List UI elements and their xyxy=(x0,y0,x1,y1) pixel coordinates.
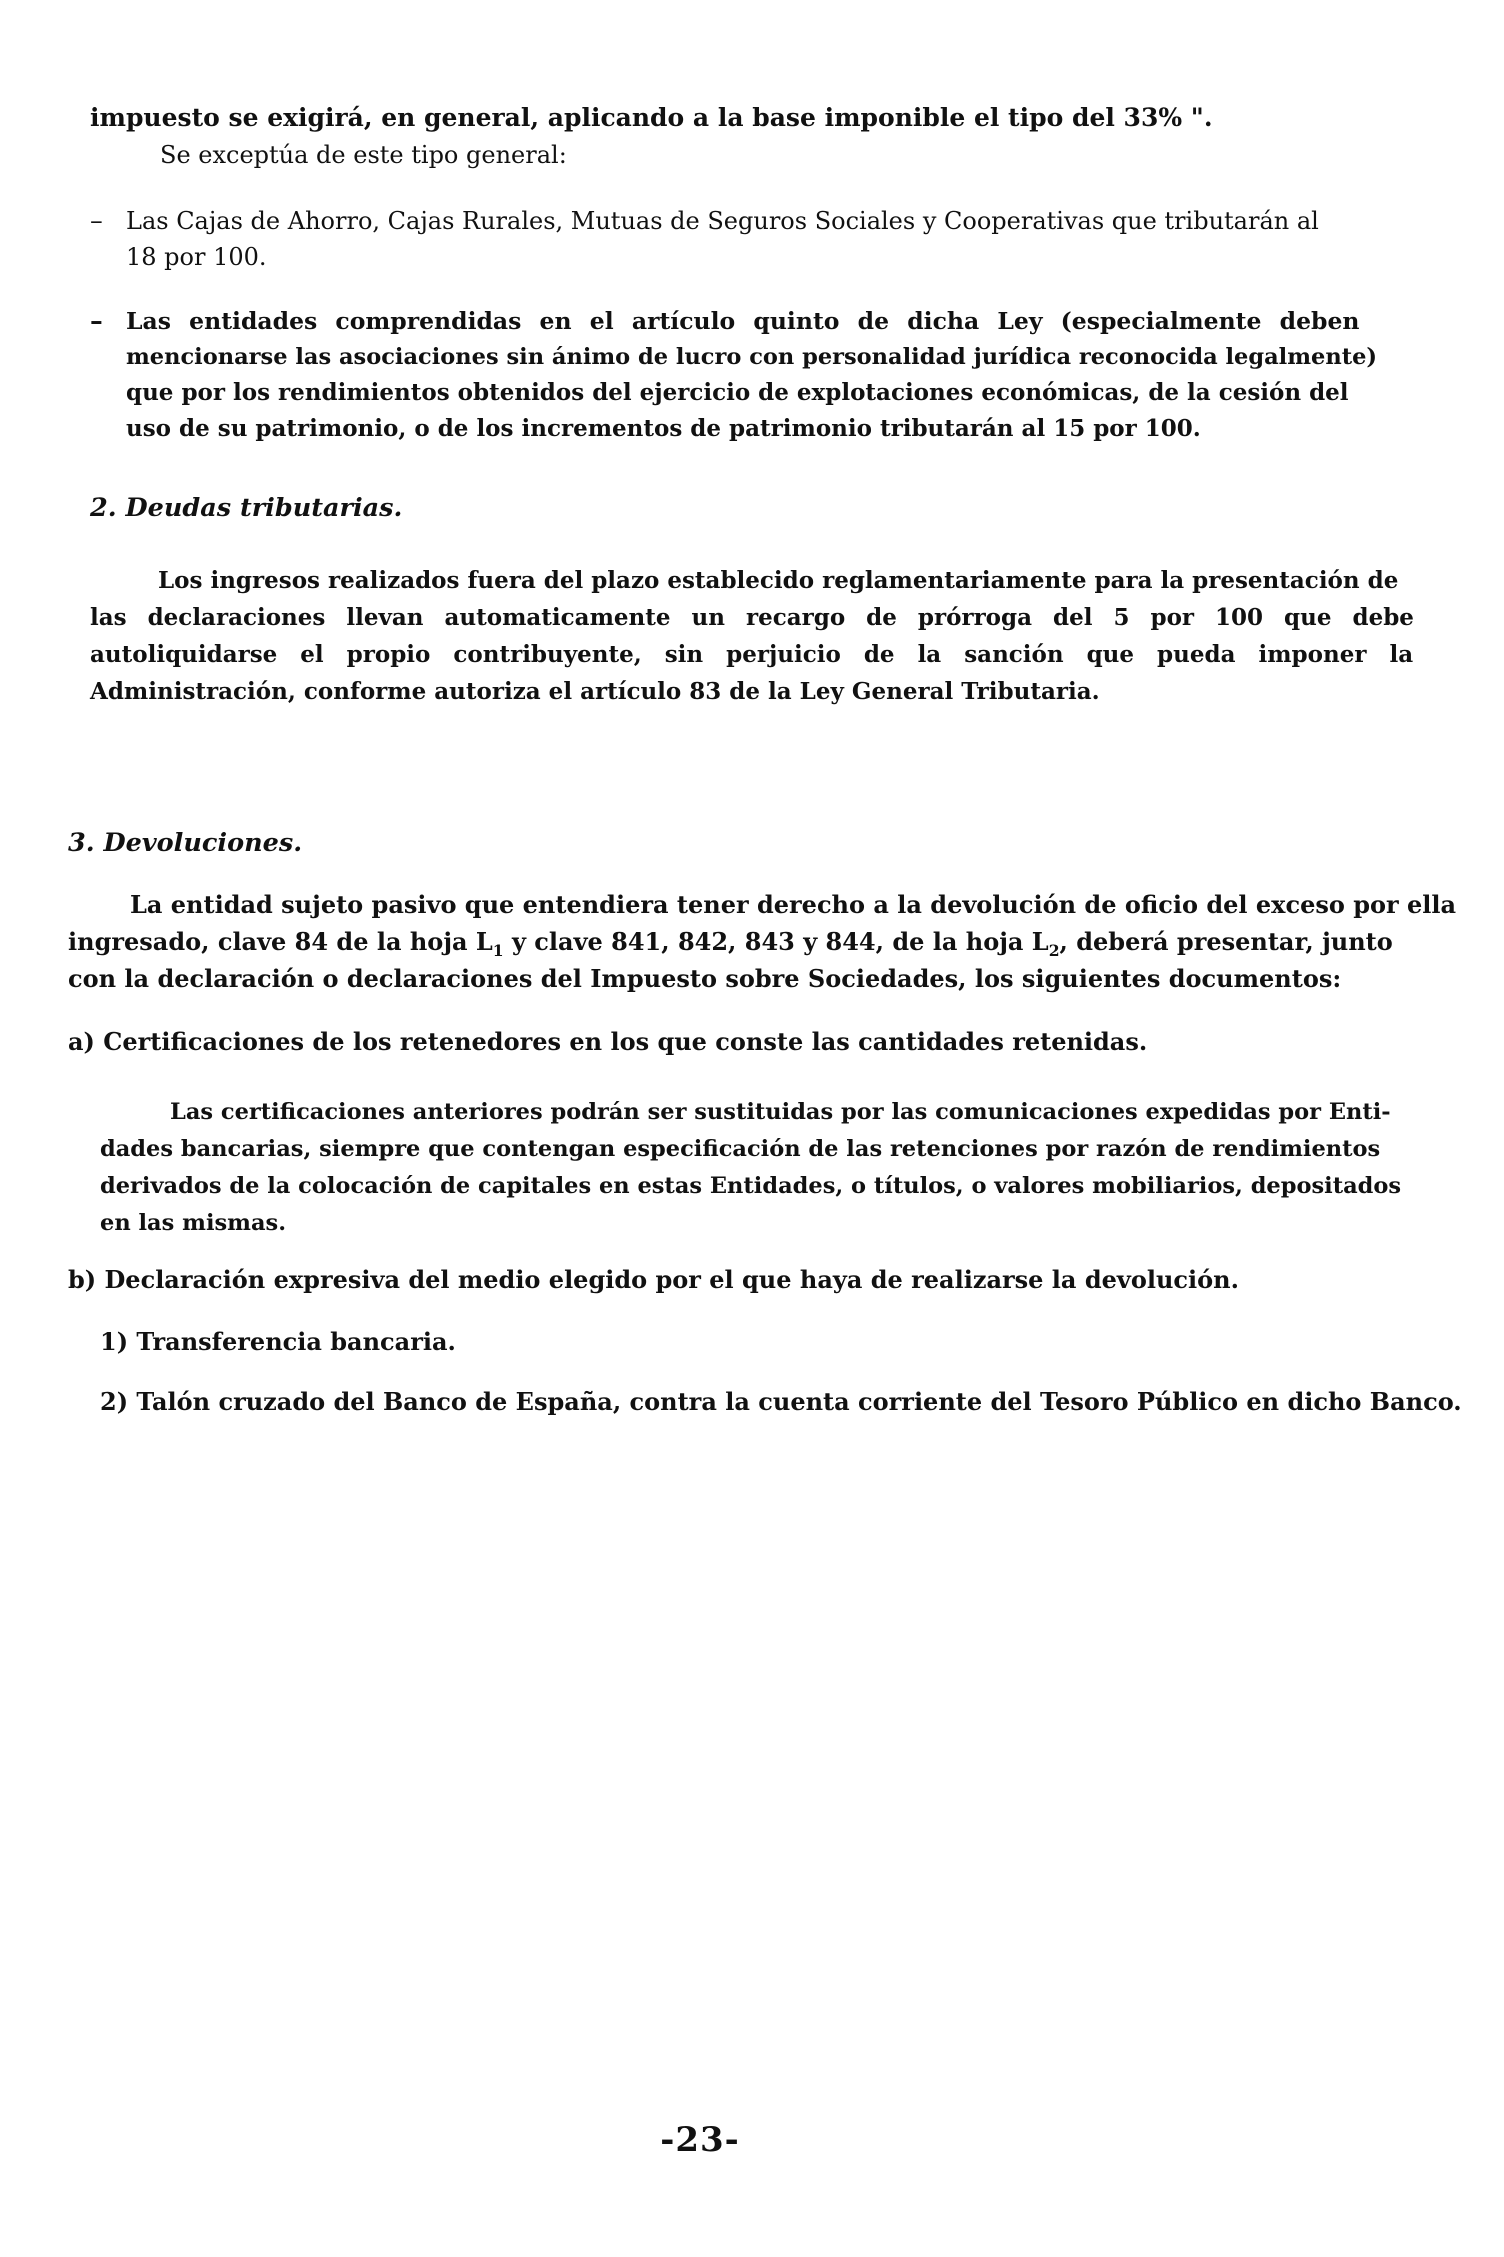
section-heading: 3. Devoluciones. xyxy=(68,828,303,858)
list-item: b) Declaración expresiva del medio elegido por el que haya de realizarse la devolución. xyxy=(68,1265,1239,1294)
text-line: Las entidades comprendidas en el artículo quinto de dicha Ley (especialmente deben xyxy=(126,307,1360,335)
text-line: Los ingresos realizados fuera del plazo establecido reglamentariamente para la presentación de xyxy=(158,567,1399,594)
text-line: uso de su patrimonio, o de los incrementos de patrimonio tributarán al 15 por 100. xyxy=(126,415,1201,442)
text-span: y clave 841, 842, 843 y 844, de la hoja L xyxy=(503,927,1049,956)
list-item: 2) Talón cruzado del Banco de España, contra la cuenta corriente del Tesoro Público en dicho Banco. xyxy=(100,1387,1462,1416)
text-line: dades bancarias, siempre que contengan especificación de las retenciones por razón de rendimientos xyxy=(100,1136,1381,1162)
list-item: a) Certificaciones de los retenedores en los que conste las cantidades retenidas. xyxy=(68,1027,1148,1056)
text-line: mencionarse las asociaciones sin ánimo de lucro con personalidad jurídica reconocida legalmente) xyxy=(126,344,1378,370)
list-item: 1) Transferencia bancaria. xyxy=(100,1327,456,1356)
text-line: Las certificaciones anteriores podrán ser sustituidas por las comunicaciones expedidas por Enti- xyxy=(170,1099,1391,1125)
text-line: impuesto se exigirá, en general, aplicando a la base imponible el tipo del 33% ". xyxy=(90,103,1213,132)
text-span: , deberá presentar, junto xyxy=(1059,927,1393,956)
subscript: 2 xyxy=(1048,940,1060,960)
text-line: con la declaración o declaraciones del Impuesto sobre Sociedades, los siguientes documentos: xyxy=(68,964,1342,993)
text-line xyxy=(68,924,1393,960)
text-line: La entidad sujeto pasivo que entendiera tener derecho a la devolución de oficio del exceso por ella xyxy=(130,890,1457,919)
text-line: autoliquidarse el propio contribuyente, sin perjuicio de la sanción que pueda imponer la xyxy=(90,641,1414,668)
text-line: que por los rendimientos obtenidos del ejercicio de explotaciones económicas, de la cesión del xyxy=(126,379,1349,406)
text-line: Se exceptúa de este tipo general: xyxy=(160,141,567,169)
text-line: 18 por 100. xyxy=(126,243,267,271)
text-line: en las mismas. xyxy=(100,1210,287,1236)
section-heading: 2. Deudas tributarias. xyxy=(90,493,403,523)
dash-bullet: – xyxy=(90,206,103,236)
page-number: -23- xyxy=(660,2120,740,2160)
text-line: Administración, conforme autoriza el artículo 83 de la Ley General Tributaria. xyxy=(90,678,1100,705)
dash-bullet: – xyxy=(90,306,103,336)
subscript: 1 xyxy=(492,940,504,960)
text-line: las declaraciones llevan automaticamente un recargo de prórroga del 5 por 100 que debe xyxy=(90,604,1414,631)
text-line: Las Cajas de Ahorro, Cajas Rurales, Mutuas de Seguros Sociales y Cooperativas que tributarán al xyxy=(126,207,1319,235)
text-span: ingresado, clave 84 de la hoja L xyxy=(68,927,493,956)
text-line: derivados de la colocación de capitales en estas Entidades, o títulos, o valores mobiliarios, depositados xyxy=(100,1173,1402,1199)
